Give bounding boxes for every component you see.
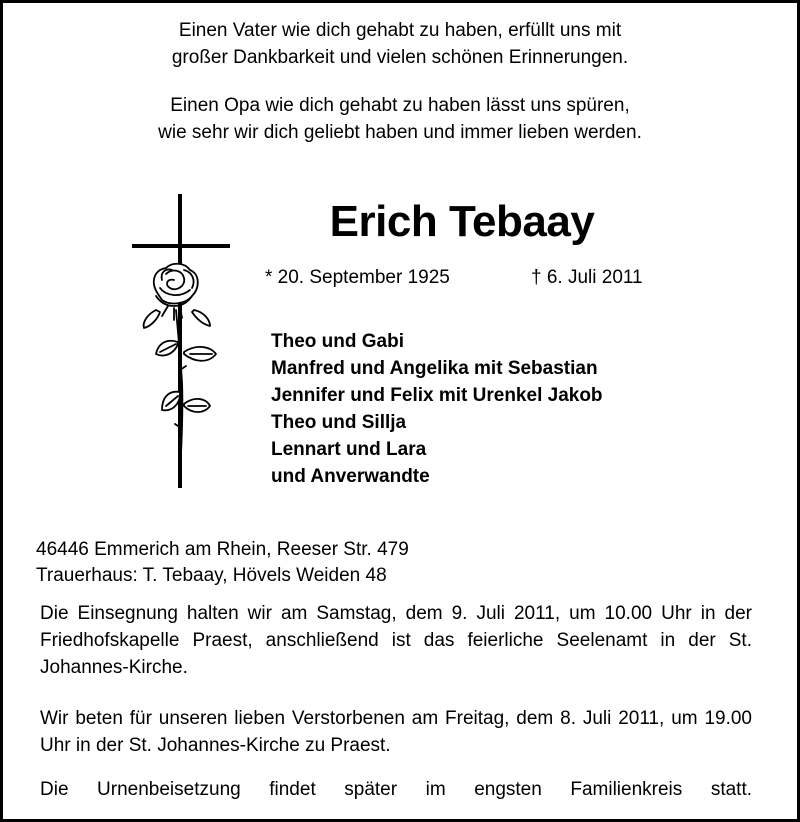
mourner-entry: Theo und Gabi — [271, 331, 404, 352]
verse-line: Einen Vater wie dich gehabt zu haben, erfüllt uns mit — [178, 20, 622, 41]
verse-line: Einen Opa wie dich gehabt zu haben lässt uns spüren, — [170, 95, 630, 116]
verse-line: wie sehr wir dich geliebt haben und immer lieben werden. — [158, 122, 642, 143]
mourning-house-line: Trauerhaus: T. Tebaay, Hövels Weiden 48 — [36, 565, 387, 586]
mourner-entry: Jennifer und Felix mit Urenkel Jakob — [271, 385, 603, 406]
mourner-entry: Manfred und Angelika mit Sebastian — [271, 358, 598, 379]
mourner-entry: Lennart und Lara — [271, 439, 427, 460]
verse-stanza-2 — [0, 92, 800, 146]
birth-date: * 20. September 1925 — [265, 267, 450, 288]
verse-stanza-1 — [0, 17, 800, 71]
verse-line: großer Dankbarkeit und vielen schönen Erinnerungen. — [171, 47, 629, 68]
mourner-entry: und Anverwandte — [271, 466, 430, 487]
burial-notice: Die Urnenbeisetzung findet später im engsten Familienkreis statt. — [40, 779, 752, 800]
address-block — [36, 537, 409, 589]
death-date: † 6. Juli 2011 — [531, 267, 643, 288]
mourners-list — [271, 328, 603, 490]
deceased-name: Erich Tebaay — [329, 197, 595, 246]
cross-with-rose-icon — [120, 192, 240, 492]
address-line: 46446 Emmerich am Rhein, Reeser Str. 479 — [36, 539, 409, 560]
mourner-entry: Theo und Sillja — [271, 412, 407, 433]
service-notice: Die Einsegnung halten wir am Samstag, dem 9. Juli 2011, um 10.00 Uhr in der Friedhofskapelle Praest, anschließend ist das feierliche Seelenamt in der St. Johannes-Kirche. — [40, 603, 752, 678]
prayer-notice: Wir beten für unseren lieben Verstorbenen am Freitag, dem 8. Juli 2011, um 19.00 Uhr in der St. Johannes-Kirche zu Praest. — [40, 708, 752, 756]
